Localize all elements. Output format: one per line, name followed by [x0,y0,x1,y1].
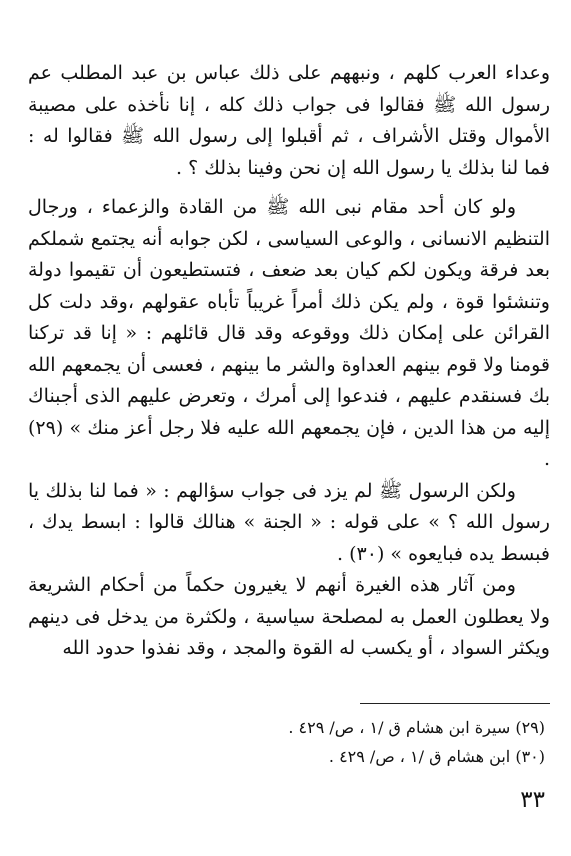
paragraph-3: ولكن الرسول ﷺ لم يزد فى جواب سؤالهم : « فما لنا بذلك يا رسول الله ؟ » على قوله : « الجنة » هنالك قالوا : ابسط يدك ، فبسط يده فبايعوه » (٣٠) . [28,479,550,565]
body-text [28,58,550,665]
page-number: ٣٣ [520,787,545,813]
paragraph-1: وعداء العرب كلهم ، ونبههم على ذلك عباس بن عبد المطلب عم رسول الله ﷺ فقالوا فى جواب ذلك كله ، إنا نأخذه على مصيبة الأموال وقتل الأشراف ، ثم أقبلوا إلى رسول الله ﷺ فقالوا له : فما لنا بذلك يا رسول الله إن نحن وفينا بذلك ؟ . [28,62,550,179]
paragraph-2: ولو كان أحد مقام نبى الله ﷺ من القادة والزعماء ، ورجال التنظيم الانسانى ، والوعى السياسى ، لكن جوابه أنه يجتمع شملكم بعد فرقة ويكون لكم كيان بعد ضعف ، فتستطيعون أن تقيموا دولة وتنشئوا قوة ، ولم يكن ذلك أمراً غريباً تأباه عقولهم ،وقد دلت كل القرائن على إمكان ذلك ووقوعه وقد قال قائلهم : « إنا قد تركنا قومنا ولا قوم بينهم العداوة والشر ما بينهم ، فعسى أن يجمعهم الله بك فسنقدم عليهم ، فندعوا إلى أمرك ، وتعرض عليهم الذى أجبناك إليه من هذا الدين ، فإن يجمعهم الله عليه فلا رجل أعز منك » (٢٩) . [28,196,550,470]
footnote-29: (٢٩) سيرة ابن هشام ق /١ ، ص/ ٤٢٩ . [288,718,545,737]
paragraph-4: ومن آثار هذه الغيرة أنهم لا يغيرون حكماً من أحكام الشريعة ولا يعطلون العمل به لمصلحة سياسية ، ولكثرة من يدخل فى دينهم ويكثر السواد ، أو يكسب له القوة والمجد ، وقد نفذوا حدود الله [28,574,550,659]
footnote-divider [360,703,550,704]
footnotes [185,713,545,771]
footnote-30: (٣٠) ابن هشام ق /١ ، ص/ ٤٢٩ . [328,747,545,766]
